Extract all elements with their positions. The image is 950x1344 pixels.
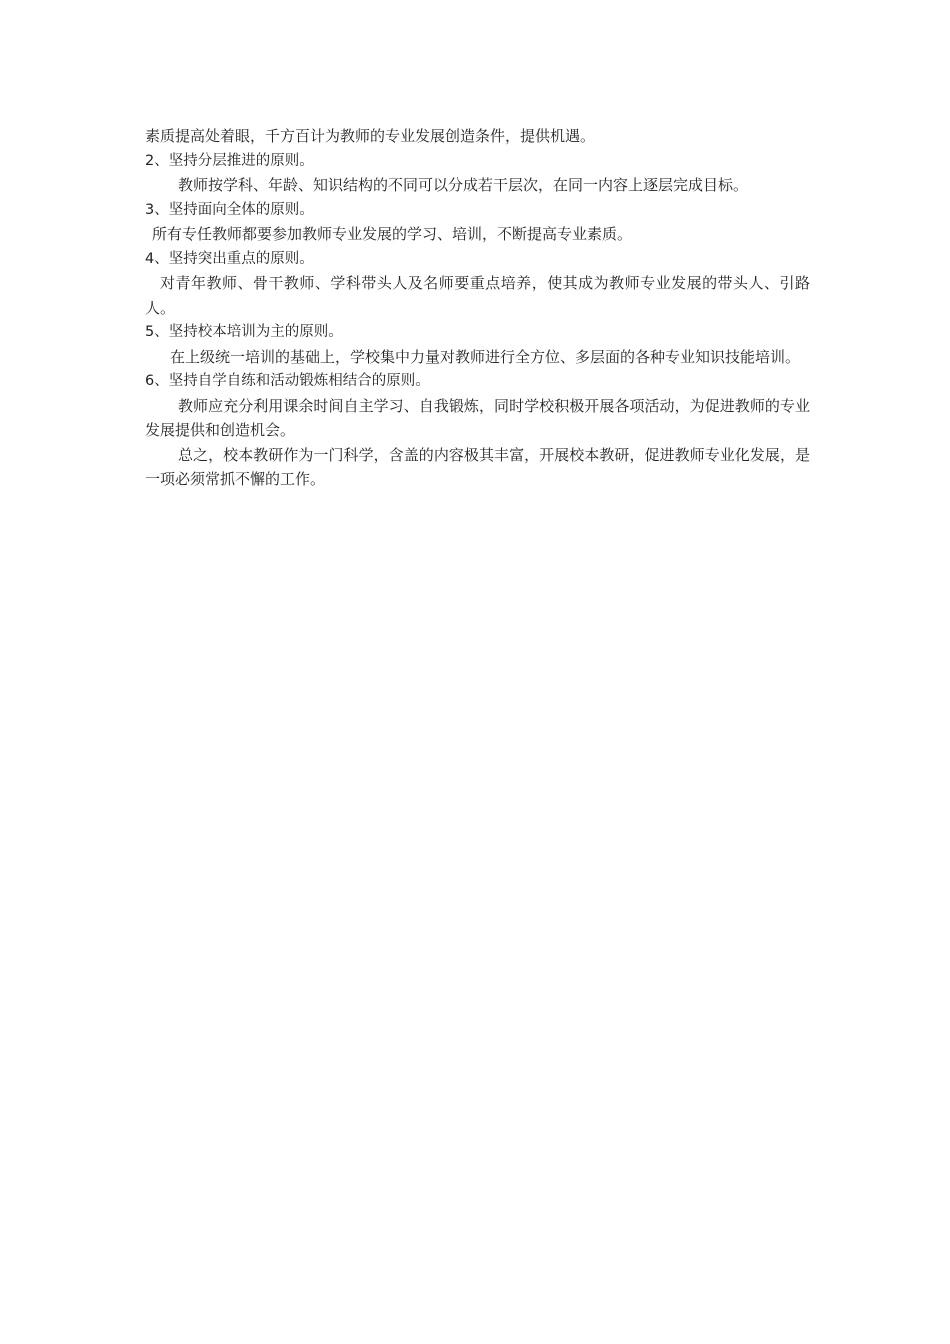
principle-heading-2: 2、坚持分层推进的原则。 bbox=[145, 152, 314, 169]
principle-text-5: 在上级统一培训的基础上，学校集中力量对教师进行全方位、多层面的各种专业知识技能培训。 bbox=[170, 347, 801, 366]
principle-heading-5: 5、坚持校本培训为主的原则。 bbox=[145, 324, 343, 340]
principle-heading-6: 6、坚持自学自练和活动锻炼相结合的原则。 bbox=[145, 373, 430, 389]
principle-text-3: 所有专任教师都要参加教师专业发展的学习、培训，不断提高专业素质。 bbox=[152, 225, 633, 243]
document-body bbox=[145, 124, 810, 492]
principle-heading-3: 3、坚持面向全体的原则。 bbox=[145, 201, 314, 218]
principle-text-4: 对青年教师、骨干教师、学科带头人及名师要重点培养，使其成为教师专业发展的带头人、引路人。 bbox=[145, 274, 810, 317]
principle-text-2: 教师按学科、年龄、知识结构的不同可以分成若干层次，在同一内容上逐层完成目标。 bbox=[178, 176, 749, 194]
paragraph-continuation: 素质提高处着眼，千方百计为教师的专业发展创造条件，提供机遇。 bbox=[145, 127, 596, 145]
conclusion-paragraph: 总之，校本教研作为一门科学，含盖的内容极其丰富，开展校本教研，促进教师专业化发展，是一项必须常抓不懈的工作。 bbox=[145, 445, 810, 488]
principle-heading-4: 4、坚持突出重点的原则。 bbox=[145, 250, 314, 267]
principle-text-6: 教师应充分利用课余时间自主学习、自我锻炼，同时学校积极开展各项活动，为促进教师的专业发展提供和创造机会。 bbox=[145, 396, 810, 439]
